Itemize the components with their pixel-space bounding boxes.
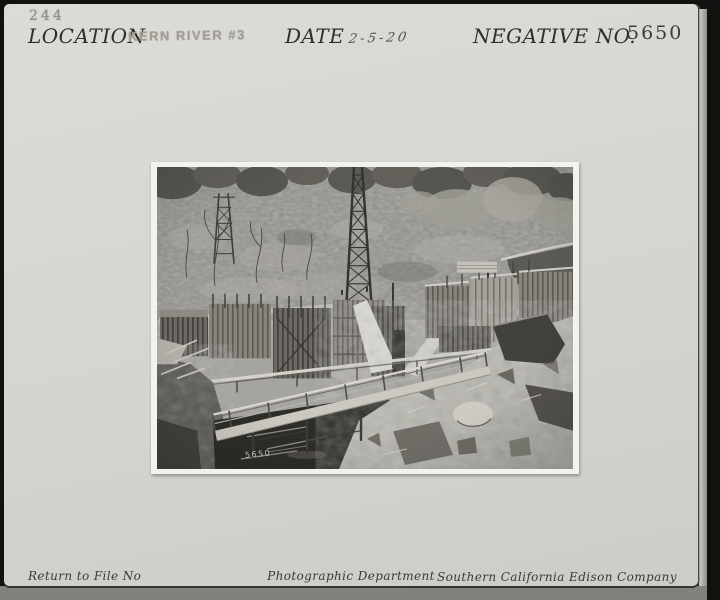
footer-department: Photographic Department	[267, 569, 435, 583]
negative-number-label: NEGATIVE NO.	[473, 24, 637, 48]
page-stack-edge	[699, 9, 707, 586]
photo-vignette	[157, 167, 573, 469]
negative-number-value: 5650	[627, 22, 684, 44]
footer-company: Southern California Edison Company	[437, 570, 677, 584]
page-stamp-number: 244	[29, 8, 65, 24]
footer-return-to-file: Return to File No	[28, 569, 142, 583]
date-label: DATE	[285, 24, 345, 48]
photograph-print	[151, 162, 579, 474]
date-value-handwritten: 2-5-20	[347, 29, 411, 48]
scan-table-edge	[0, 586, 707, 600]
album-page	[4, 4, 698, 586]
photograph	[157, 167, 573, 469]
location-label: LOCATION	[28, 24, 146, 48]
location-value-stamp: KERN RIVER #3	[127, 27, 246, 44]
